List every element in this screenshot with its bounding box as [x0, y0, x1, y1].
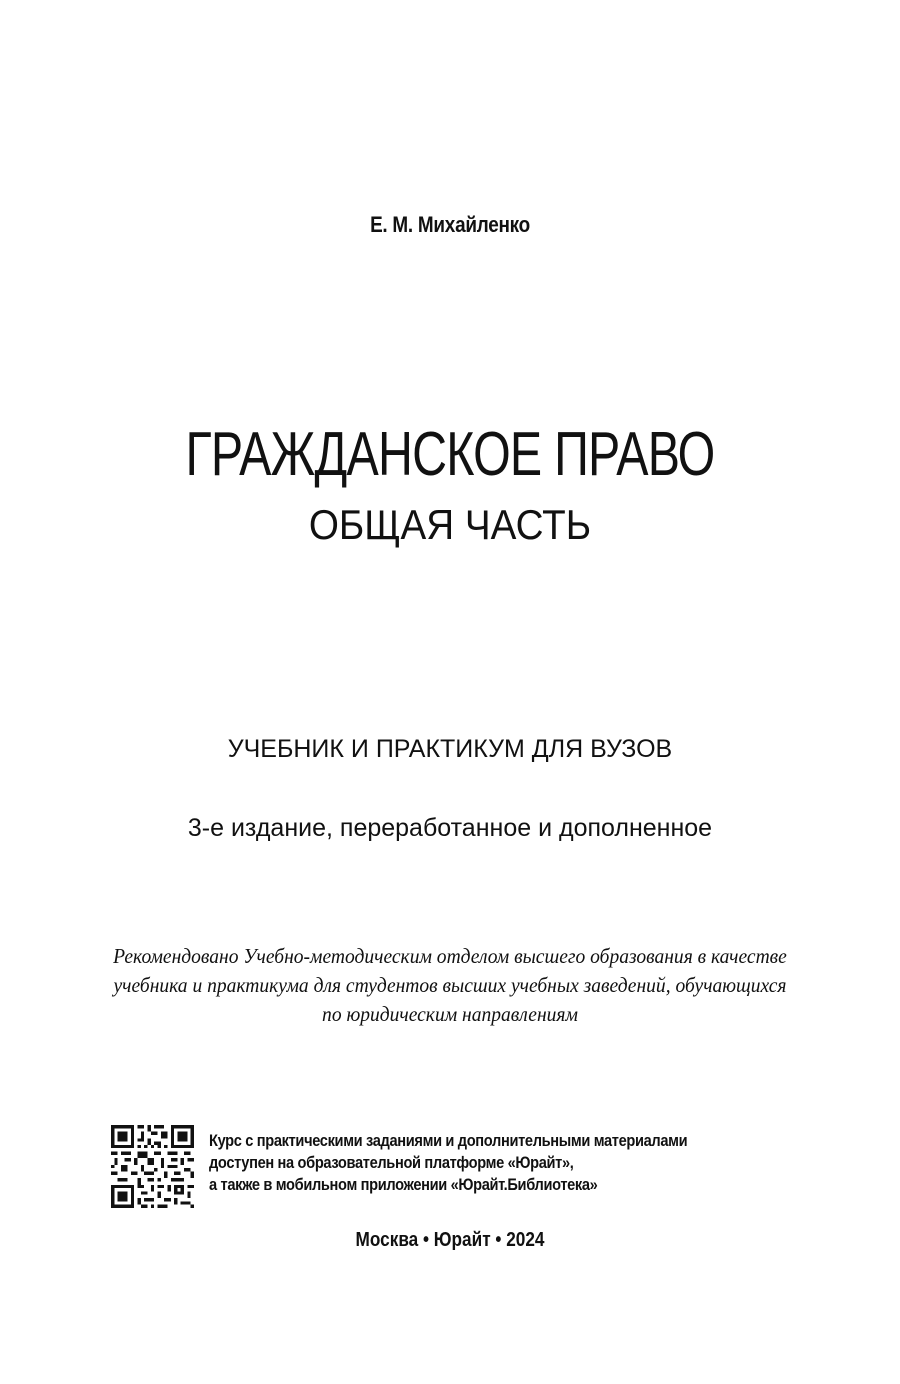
author-name: Е. М. Михайленко [370, 212, 530, 237]
recommendation-line: учебника и практикума для студентов высших учебных заведений, обучающихся [113, 973, 787, 997]
book-type: УЧЕБНИК И ПРАКТИКУМ ДЛЯ ВУЗОВ [227, 735, 673, 763]
course-info-line: доступен на образовательной платформе «Юрайт», [209, 1153, 574, 1172]
recommendation-line: Рекомендовано Учебно-методическим отделом высшего образования в качестве [113, 944, 787, 968]
qr-code-icon[interactable] [111, 1125, 194, 1208]
book-subtitle: ОБЩАЯ ЧАСТЬ [308, 501, 592, 548]
course-info-line: Курс с практическими заданиями и дополнительными материалами [209, 1131, 688, 1150]
course-info-line: а также в мобильном приложении «Юрайт.Библиотека» [209, 1175, 598, 1194]
edition-info: 3-е издание, переработанное и дополненное [187, 814, 713, 842]
recommendation-text [78, 942, 822, 1029]
book-title: ГРАЖДАНСКОЕ ПРАВО [185, 420, 715, 489]
publisher-imprint: Москва • Юрайт • 2024 [355, 1229, 545, 1251]
recommendation-line: по юридическим направлениям [322, 1002, 578, 1026]
course-info [209, 1130, 742, 1196]
